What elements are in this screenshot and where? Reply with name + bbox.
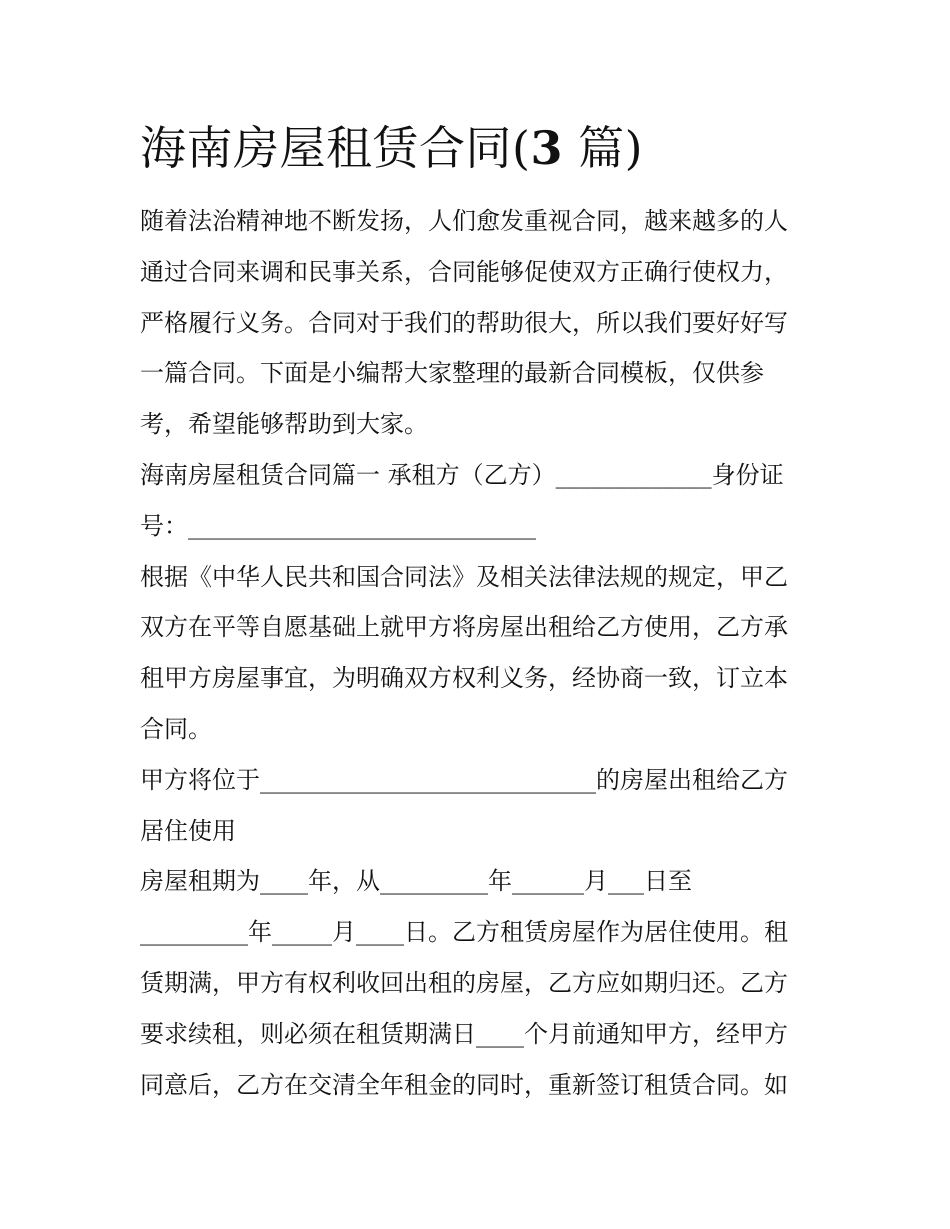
text-line: 根据《中华人民共和国合同法》及相关法律法规的规定，甲乙: [140, 562, 788, 591]
text-line: 一篇合同。下面是小编帮大家整理的最新合同模板，仅供参: [140, 359, 764, 388]
title-tail: 篇): [562, 121, 644, 175]
text-line: 双方在平等自愿基础上就甲方将房屋出租给乙方使用，乙方承: [140, 613, 788, 642]
text-line: _________年_____月____日。乙方租赁房屋作为居住使用。租: [140, 918, 788, 947]
text-line: 同意后，乙方在交清全年租金的同时，重新签订租赁合同。如: [140, 1070, 788, 1099]
text-line: 海南房屋租赁合同篇一 承租方（乙方）_____________身份证: [140, 460, 784, 489]
title-number: 3: [530, 121, 563, 175]
text-line: 租甲方房屋事宜，为明确双方权利义务，经协商一致，订立本: [140, 664, 788, 693]
text-line: 甲方将位于____________________________的房屋出租给乙方: [140, 765, 788, 794]
text-line: 通过合同来调和民事关系，合同能够促使双方正确行使权力，: [140, 257, 788, 286]
text-line: 居住使用: [140, 816, 236, 845]
document-title: [140, 118, 643, 178]
text-line: 房屋租期为____年，从_________年______月___日至: [140, 867, 692, 896]
text-line: 赁期满，甲方有权利收回出租的房屋，乙方应如期归还。乙方: [140, 968, 788, 997]
text-line: 考，希望能够帮助到大家。: [140, 410, 428, 439]
text-line: 合同。: [140, 714, 212, 743]
text-line: 要求续租，则必须在租赁期满日____个月前通知甲方，经甲方: [140, 1019, 788, 1048]
text-line: 号：_____________________________: [140, 511, 536, 540]
text-line: 严格履行义务。合同对于我们的帮助很大，所以我们要好好写: [140, 308, 788, 337]
title-main: 海南房屋租赁合同(: [140, 121, 531, 175]
document-body: [140, 196, 820, 1110]
text-line: 随着法治精神地不断发扬，人们愈发重视合同，越来越多的人: [140, 207, 788, 235]
